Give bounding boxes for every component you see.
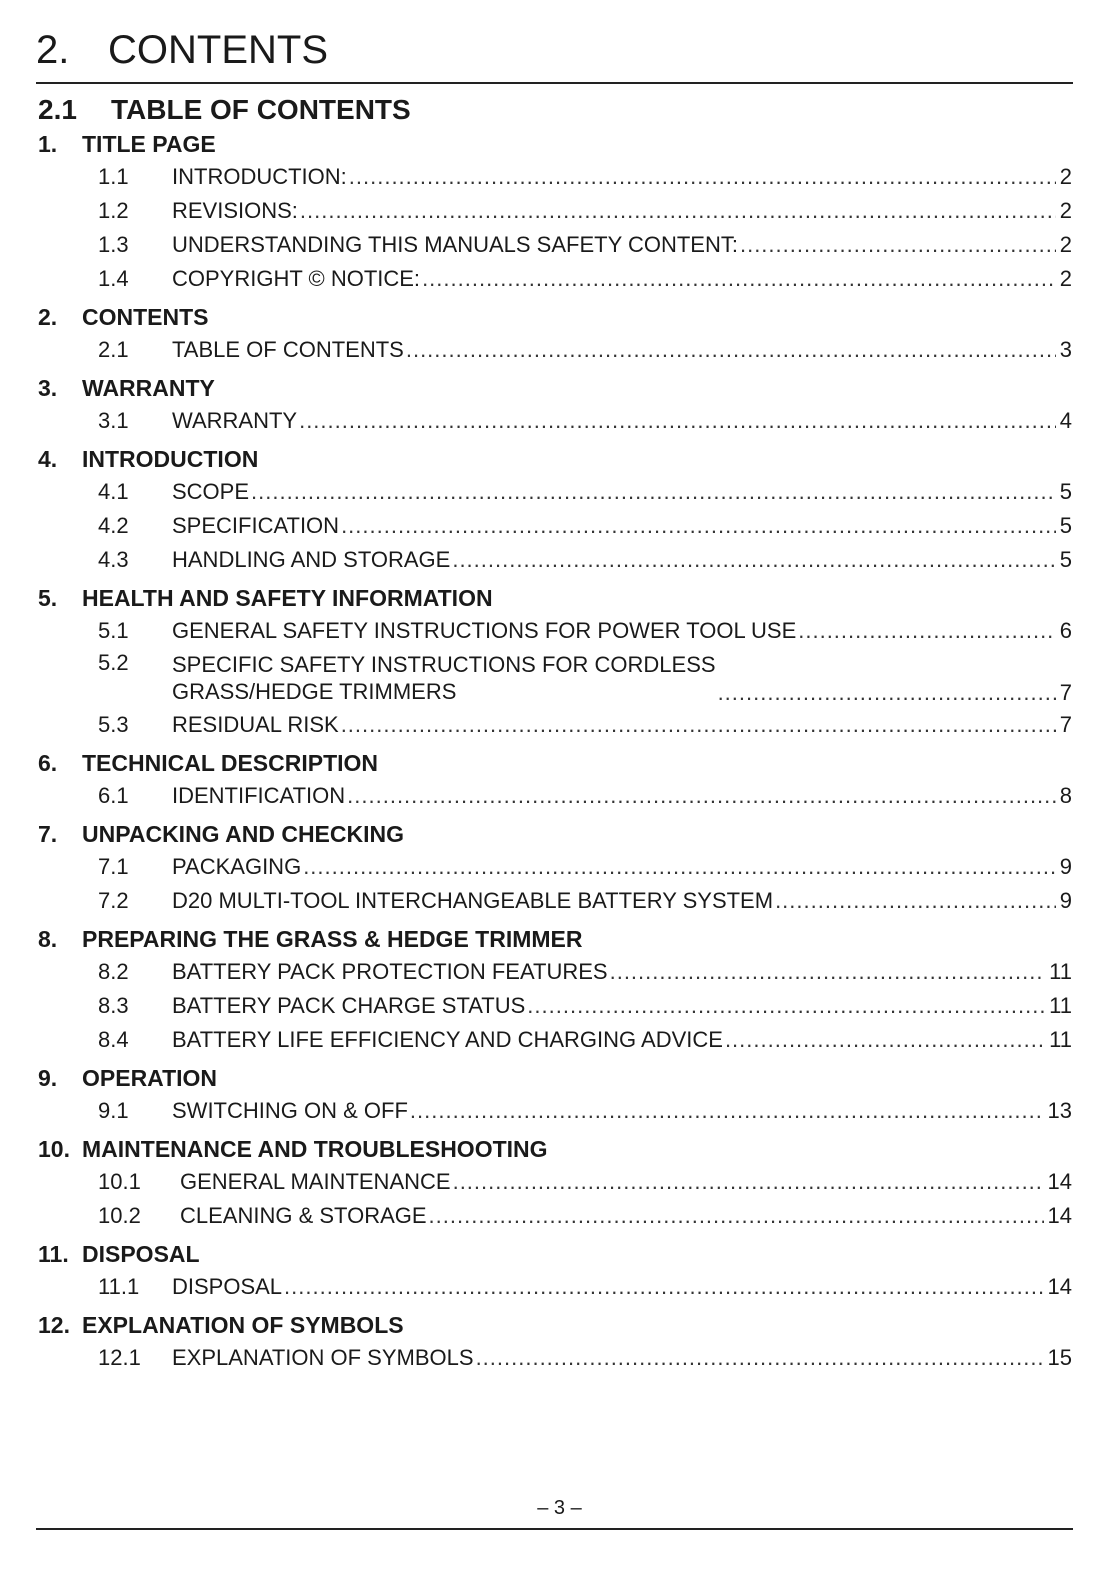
entry-number: 8.4	[98, 1027, 129, 1052]
dot-leader	[798, 614, 1056, 648]
toc-section	[38, 372, 1072, 438]
toc-heading-number: 2.1	[38, 94, 77, 125]
entry-page: 7	[1059, 712, 1072, 737]
toc-entry[interactable]	[38, 989, 1072, 1023]
footer-rule	[36, 1528, 1073, 1530]
entry-number: 1.1	[98, 164, 129, 189]
entry-number: 3.1	[98, 408, 129, 433]
toc-entry[interactable]	[38, 262, 1072, 296]
entry-number: 9.1	[98, 1098, 129, 1123]
toc-heading-title: TABLE OF CONTENTS	[111, 94, 411, 125]
entry-title: INTRODUCTION:	[172, 164, 347, 189]
entry-page: 14	[1047, 1169, 1072, 1194]
dot-leader	[349, 160, 1056, 194]
entry-number: 10.1	[98, 1169, 141, 1194]
entry-title: SCOPE	[172, 479, 250, 504]
entry-title: SWITCHING ON & OFF	[172, 1098, 408, 1123]
dot-leader	[775, 884, 1056, 918]
toc-section	[38, 1062, 1072, 1128]
section-title: 12. EXPLANATION OF SYMBOLS	[38, 1312, 404, 1338]
entry-number: 8.3	[98, 993, 129, 1018]
toc-entry[interactable]	[38, 509, 1072, 543]
entry-page: 3	[1059, 337, 1072, 362]
entry-title	[172, 651, 716, 708]
section-title: 9. OPERATION	[38, 1065, 218, 1091]
entry-title: DISPOSAL	[172, 1274, 283, 1299]
dot-leader	[341, 708, 1056, 742]
toc-section	[38, 128, 1072, 296]
entry-number: 6.1	[98, 783, 129, 808]
section-title: 10. MAINTENANCE AND TROUBLESHOOTING	[38, 1136, 548, 1162]
entry-number: 4.3	[98, 547, 129, 572]
page-heading-title: CONTENTS	[108, 28, 328, 72]
dot-leader	[347, 779, 1056, 813]
entry-number: 1.3	[98, 232, 129, 257]
toc-entry[interactable]	[38, 194, 1072, 228]
entry-page: 4	[1059, 408, 1072, 433]
toc-entry[interactable]	[38, 1341, 1072, 1375]
entry-page: 13	[1047, 1098, 1072, 1123]
toc-entry[interactable]	[38, 884, 1072, 918]
entry-title: BATTERY PACK CHARGE STATUS	[172, 993, 526, 1018]
entry-page: 5	[1059, 547, 1072, 572]
entry-title: RESIDUAL RISK	[172, 712, 339, 737]
entry-page: 9	[1059, 888, 1072, 913]
toc-section	[38, 818, 1072, 918]
entry-page: 14	[1047, 1274, 1072, 1299]
toc-entry[interactable]	[38, 955, 1072, 989]
entry-title: BATTERY LIFE EFFICIENCY AND CHARGING ADVICE	[172, 1027, 723, 1052]
dot-leader	[718, 678, 1056, 708]
page-heading	[36, 26, 1073, 84]
entry-page: 8	[1059, 783, 1072, 808]
entry-number: 5.1	[98, 618, 129, 643]
entry-title: CLEANING & STORAGE	[180, 1203, 427, 1228]
toc-entry[interactable]	[38, 228, 1072, 262]
entry-title: HANDLING AND STORAGE	[172, 547, 451, 572]
toc-entry[interactable]	[38, 160, 1072, 194]
dot-leader	[429, 1199, 1044, 1233]
dot-leader	[303, 850, 1056, 884]
dot-leader	[422, 262, 1056, 296]
entry-number: 10.2	[98, 1203, 141, 1228]
dot-leader	[406, 333, 1056, 367]
entry-page: 7	[1059, 680, 1072, 705]
dot-leader	[725, 1023, 1045, 1057]
entry-title: SPECIFICATION	[172, 513, 340, 538]
entry-page: 2	[1059, 266, 1072, 291]
toc-entry[interactable]	[38, 614, 1072, 648]
entry-number: 1.2	[98, 198, 129, 223]
section-title: 7. UNPACKING AND CHECKING	[38, 821, 404, 847]
entry-title: BATTERY PACK PROTECTION FEATURES	[172, 959, 608, 984]
entry-title: REVISIONS:	[172, 198, 298, 223]
section-title: 2. CONTENTS	[38, 304, 209, 330]
entry-page: 2	[1059, 164, 1072, 189]
entry-number: 7.1	[98, 854, 129, 879]
entry-page: 2	[1059, 232, 1072, 257]
dot-leader	[453, 1165, 1044, 1199]
page-number: – 3 –	[537, 1497, 582, 1519]
toc-section	[38, 443, 1072, 577]
dot-leader	[527, 989, 1045, 1023]
entry-page: 11	[1049, 959, 1072, 984]
section-title: 1. TITLE PAGE	[38, 131, 216, 157]
table-of-contents	[38, 128, 1072, 1380]
toc-entry[interactable]	[38, 1023, 1072, 1057]
toc-entry[interactable]	[38, 708, 1072, 742]
toc-entry[interactable]	[38, 850, 1072, 884]
entry-page: 11	[1049, 1027, 1072, 1052]
entry-page: 9	[1059, 854, 1072, 879]
entry-page: 15	[1047, 1345, 1072, 1370]
entry-title: EXPLANATION OF SYMBOLS	[172, 1345, 474, 1370]
entry-number: 5.3	[98, 712, 129, 737]
dot-leader	[740, 228, 1056, 262]
toc-entry[interactable]	[38, 648, 1072, 708]
entry-title-line: SPECIFIC SAFETY INSTRUCTIONS FOR CORDLESS	[172, 652, 716, 677]
entry-number: 11.1	[98, 1274, 140, 1299]
entry-page: 5	[1059, 479, 1072, 504]
entry-number: 7.2	[98, 888, 129, 913]
toc-entry[interactable]	[38, 1270, 1072, 1304]
entry-title: COPYRIGHT © NOTICE:	[172, 266, 421, 291]
toc-section	[38, 1309, 1072, 1375]
entry-number: 12.1	[98, 1345, 141, 1370]
section-title: 5. HEALTH AND SAFETY INFORMATION	[38, 585, 493, 611]
dot-leader	[300, 194, 1056, 228]
section-title: 11. DISPOSAL	[38, 1241, 200, 1267]
toc-entry[interactable]	[38, 475, 1072, 509]
entry-page: 2	[1059, 198, 1072, 223]
dot-leader	[299, 404, 1056, 438]
section-title: 3. WARRANTY	[38, 375, 215, 401]
dot-leader	[341, 509, 1056, 543]
entry-page: 14	[1047, 1203, 1072, 1228]
entry-number: 4.2	[98, 513, 129, 538]
toc-entry[interactable]	[38, 543, 1072, 577]
entry-number: 4.1	[98, 479, 129, 504]
dot-leader	[476, 1341, 1044, 1375]
toc-entry[interactable]	[38, 404, 1072, 438]
section-title: 6. TECHNICAL DESCRIPTION	[38, 750, 379, 776]
toc-section	[38, 1133, 1072, 1233]
toc-entry[interactable]	[38, 333, 1072, 367]
toc-entry[interactable]	[38, 1165, 1072, 1199]
entry-page: 6	[1059, 618, 1072, 643]
entry-page: 11	[1049, 993, 1072, 1018]
toc-section	[38, 1238, 1072, 1304]
toc-section	[38, 747, 1072, 813]
dot-leader	[284, 1270, 1043, 1304]
entry-title: UNDERSTANDING THIS MANUALS SAFETY CONTENT:	[172, 232, 738, 257]
section-title: 8. PREPARING THE GRASS & HEDGE TRIMMER	[38, 926, 583, 952]
toc-section	[38, 923, 1072, 1057]
toc-heading	[38, 90, 411, 130]
entry-number: 5.2	[98, 650, 129, 675]
entry-title: D20 MULTI-TOOL INTERCHANGEABLE BATTERY SYSTEM	[172, 888, 774, 913]
toc-entry[interactable]	[38, 779, 1072, 813]
entry-title: PACKAGING	[172, 854, 302, 879]
dot-leader	[452, 543, 1055, 577]
entry-title: WARRANTY	[172, 408, 298, 433]
toc-section	[38, 582, 1072, 742]
entry-title: TABLE OF CONTENTS	[172, 337, 404, 362]
toc-entry[interactable]	[38, 1199, 1072, 1233]
entry-number: 2.1	[98, 337, 129, 362]
toc-section	[38, 301, 1072, 367]
entry-number: 8.2	[98, 959, 129, 984]
entry-title: IDENTIFICATION	[172, 783, 346, 808]
entry-title: GENERAL SAFETY INSTRUCTIONS FOR POWER TOOL USE	[172, 618, 797, 643]
dot-leader	[410, 1094, 1044, 1128]
entry-title: GENERAL MAINTENANCE	[180, 1169, 451, 1194]
dot-leader	[251, 475, 1056, 509]
entry-title-line: GRASS/HEDGE TRIMMERS	[172, 679, 457, 704]
entry-number: 1.4	[98, 266, 129, 291]
section-title: 4. INTRODUCTION	[38, 446, 259, 472]
page-heading-number: 2.	[36, 28, 70, 72]
entry-page: 5	[1059, 513, 1072, 538]
toc-entry[interactable]	[38, 1094, 1072, 1128]
dot-leader	[610, 955, 1046, 989]
